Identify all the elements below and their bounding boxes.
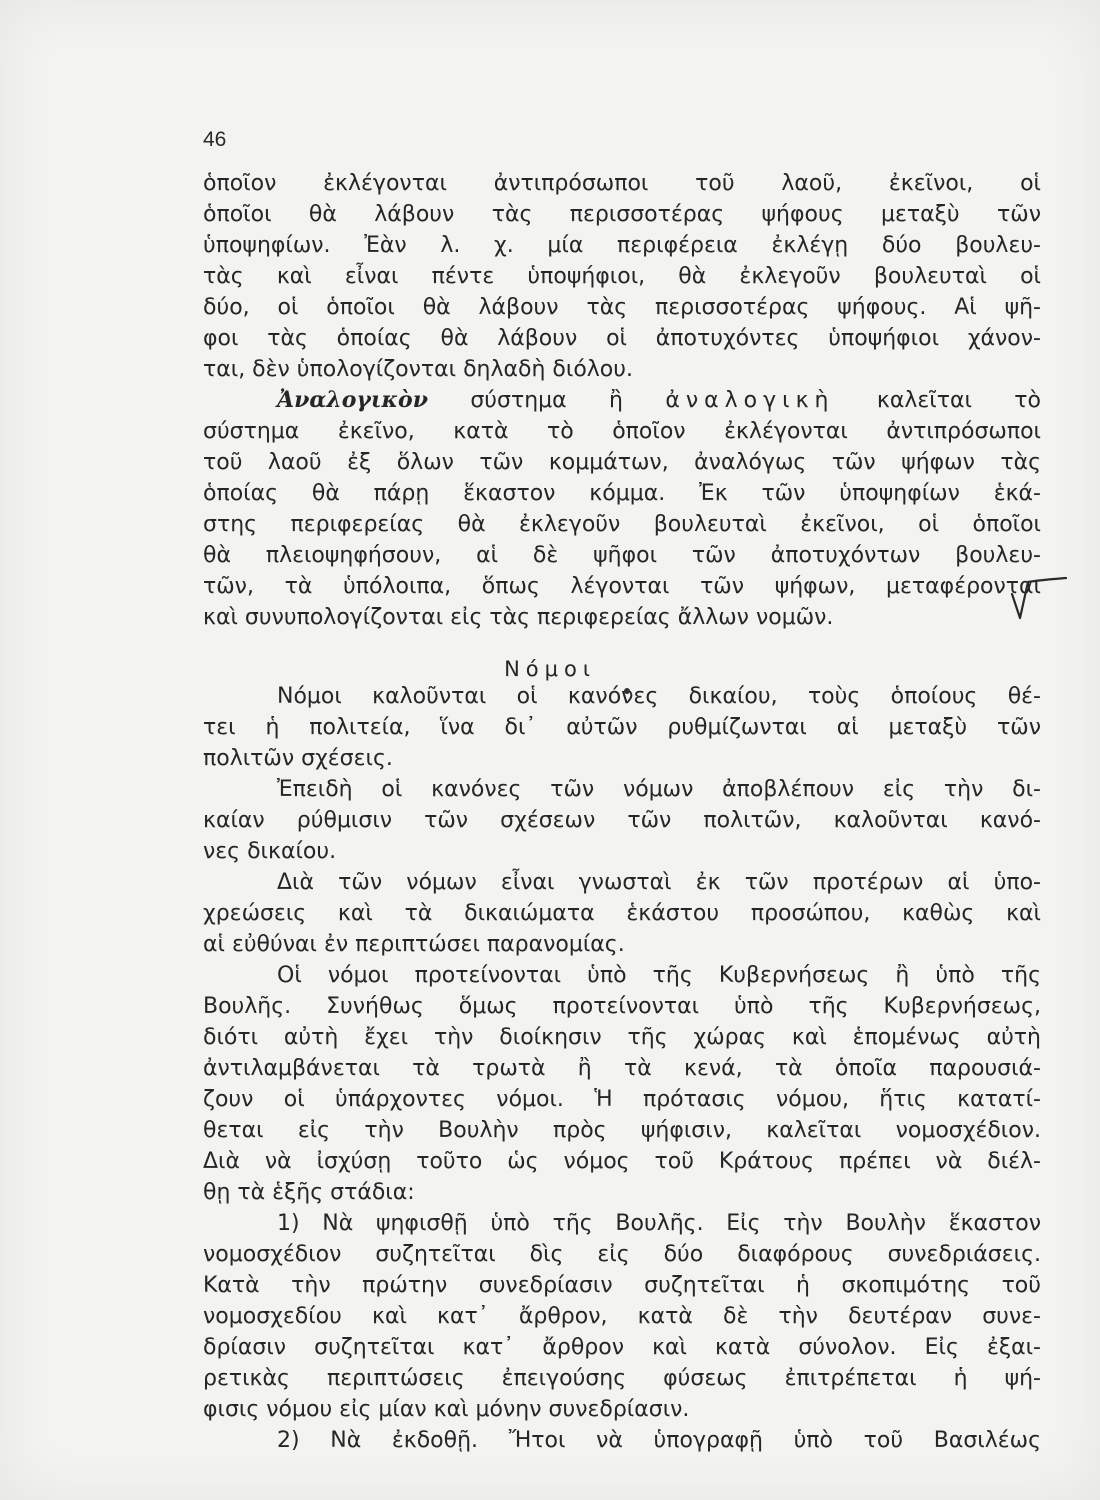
text-line: 1) Νὰ ψηφισθῇ ὑπὸ τῆς Βουλῆς. Εἰς τὴν Βουλὴν ἕκαστον	[277, 1211, 1041, 1236]
text-line: τῶν, τὰ ὑπόλοιπα, ὅπως λέγονται τῶν ψήφων, μεταφέρονται	[203, 574, 1041, 599]
section-laws-body	[203, 681, 1041, 1456]
text-line: Διὰ τῶν νόμων εἶναι γνωσταὶ ἐκ τῶν προτέρων αἱ ὑπο-	[277, 870, 1041, 895]
term-definition-end: καλεῖται τὸ	[876, 388, 1041, 413]
paragraph-majority-system	[203, 168, 1041, 385]
text-line: ται, δὲν ὑπολογίζονται δηλαδὴ διόλου.	[203, 357, 633, 382]
text-line: Νόμοι καλοῦνται οἱ κανόνες δικαίου, τοὺς ὁποίους θέ-	[277, 684, 1041, 709]
text-line: πολιτῶν σχέσεις.	[203, 746, 393, 771]
text-line: αἱ εὐθύναι ἐν περιπτώσει παρανομίας.	[203, 932, 625, 957]
text-line: ὁποῖον ἐκλέγονται ἀντιπρόσωποι τοῦ λαοῦ, ἐκεῖνοι, οἱ	[203, 171, 1041, 196]
text-line: ρετικὰς περιπτώσεις ἐπειγούσης φύσεως ἐπιτρέπεται ἡ ψή-	[203, 1366, 1041, 1391]
term-definition-start: σύστημα ἢ	[470, 388, 623, 413]
text-line: καίαν ρύθμισιν τῶν σχέσεων τῶν πολιτῶν, καλοῦνται κανό-	[203, 808, 1041, 833]
text-line: νες δικαίου.	[203, 839, 337, 864]
paragraph-proportional-system	[203, 385, 1041, 633]
text-line: στης περιφερείας θὰ ἐκλεγοῦν βουλευταὶ ἐκεῖνοι, οἱ ὁποῖοι	[203, 512, 1041, 537]
handwritten-check-icon	[1006, 576, 1070, 626]
text-line: θεται εἰς τὴν Βουλὴν πρὸς ψήφισιν, καλεῖται νομοσχέδιον.	[203, 1118, 1041, 1143]
text-line: Οἱ νόμοι προτείνονται ὑπὸ τῆς Κυβερνήσεως ἢ ὑπὸ τῆς	[277, 963, 1041, 988]
text-line: νομοσχέδιον συζητεῖται δὶς εἰς δύο διαφόρους συνεδριάσεις.	[203, 1242, 1041, 1267]
text-line: τὰς καὶ εἶναι πέντε ὑποψήφιοι, θὰ ἐκλεγοῦν βουλευταὶ οἱ	[203, 264, 1041, 289]
text-line: ὁποίας θὰ πάρῃ ἕκαστον κόμμα. Ἐκ τῶν ὑποψηφίων ἑκά-	[203, 481, 1041, 506]
text-line: τει ἡ πολιτεία, ἵνα δι᾿ αὐτῶν ρυθμίζωνται αἱ μεταξὺ τῶν	[203, 715, 1041, 740]
text-line: θῃ τὰ ἑξῆς στάδια:	[203, 1180, 415, 1205]
text-line	[203, 385, 1041, 416]
text-line: ζουν οἱ ὑπάρχοντες νόμοι. Ἡ πρότασις νόμου, ἥτις κατατί-	[203, 1087, 1041, 1112]
text-line: Βουλῆς. Συνήθως ὅμως προτείνονται ὑπὸ τῆς Κυβερνήσεως,	[203, 994, 1041, 1019]
text-line: χρεώσεις καὶ τὰ δικαιώματα ἑκάστου προσώπου, καθὼς καὶ	[203, 901, 1041, 926]
text-line: Κατὰ τὴν πρώτην συνεδρίασιν συζητεῖται ἡ σκοπιμότης τοῦ	[203, 1273, 1041, 1298]
text-line: καὶ συνυπολογίζονται εἰς τὰς περιφερείας ἄλλων νομῶν.	[203, 605, 834, 630]
page-number: 46	[203, 128, 227, 151]
text-line: θὰ πλειοψηφήσουν, αἱ δὲ ψῆφοι τῶν ἀποτυχόντων βουλευ-	[203, 543, 1041, 568]
text-line: σύστημα ἐκεῖνο, κατὰ τὸ ὁποῖον ἐκλέγονται ἀντιπρόσωποι	[203, 419, 1041, 444]
term-proportional-spaced: ἀναλογικὴ	[665, 388, 835, 413]
text-line: ἀντιλαμβάνεται τὰ τρωτὰ ἢ τὰ κενά, τὰ ὁποῖα παρουσιά-	[203, 1056, 1041, 1081]
text-line: φισις νόμου εἰς μίαν καὶ μόνην συνεδρίασιν.	[203, 1397, 690, 1422]
text-line: δύο, οἱ ὁποῖοι θὰ λάβουν τὰς περισσοτέρας ψήφους. Αἱ ψῆ-	[203, 295, 1041, 320]
text-line: διότι αὐτὴ ἔχει τὴν διοίκησιν τῆς χώρας καὶ ἑπομένως αὐτὴ	[203, 1025, 1041, 1050]
text-line: τοῦ λαοῦ ἐξ ὅλων τῶν κομμάτων, ἀναλόγως τῶν ψήφων τὰς	[203, 450, 1041, 475]
text-line: νομοσχεδίου καὶ κατ᾿ ἄρθρον, κατὰ δὲ τὴν δευτέραν συνε-	[203, 1304, 1041, 1329]
section-title: Νόμοι	[504, 657, 596, 681]
text-line: δρίασιν συζητεῖται κατ᾿ ἄρθρον καὶ κατὰ σύνολον. Εἰς ἐξαι-	[203, 1335, 1041, 1360]
text-line: Διὰ νὰ ἰσχύσῃ τοῦτο ὡς νόμος τοῦ Κράτους πρέπει νὰ διέλ-	[203, 1149, 1041, 1174]
term-proportional: Ἀναλογικὸν	[277, 387, 428, 413]
text-line: ὑποψηφίων. Ἐὰν λ. χ. μία περιφέρεια ἐκλέγῃ δύο βουλευ-	[203, 233, 1041, 258]
text-line: 2) Νὰ ἐκδοθῇ. Ἤτοι νὰ ὑπογραφῇ ὑπὸ τοῦ Βασιλέως	[277, 1428, 1041, 1453]
text-line: ὁποῖοι θὰ λάβουν τὰς περισσοτέρας ψήφους μεταξὺ τῶν	[203, 202, 1041, 227]
text-line: φοι τὰς ὁποίας θὰ λάβουν οἱ ἀποτυχόντες ὑποψήφιοι χάνον-	[203, 326, 1041, 351]
text-line: Ἐπειδὴ οἱ κανόνες τῶν νόμων ἀποβλέπουν εἰς τὴν δι-	[277, 777, 1041, 802]
